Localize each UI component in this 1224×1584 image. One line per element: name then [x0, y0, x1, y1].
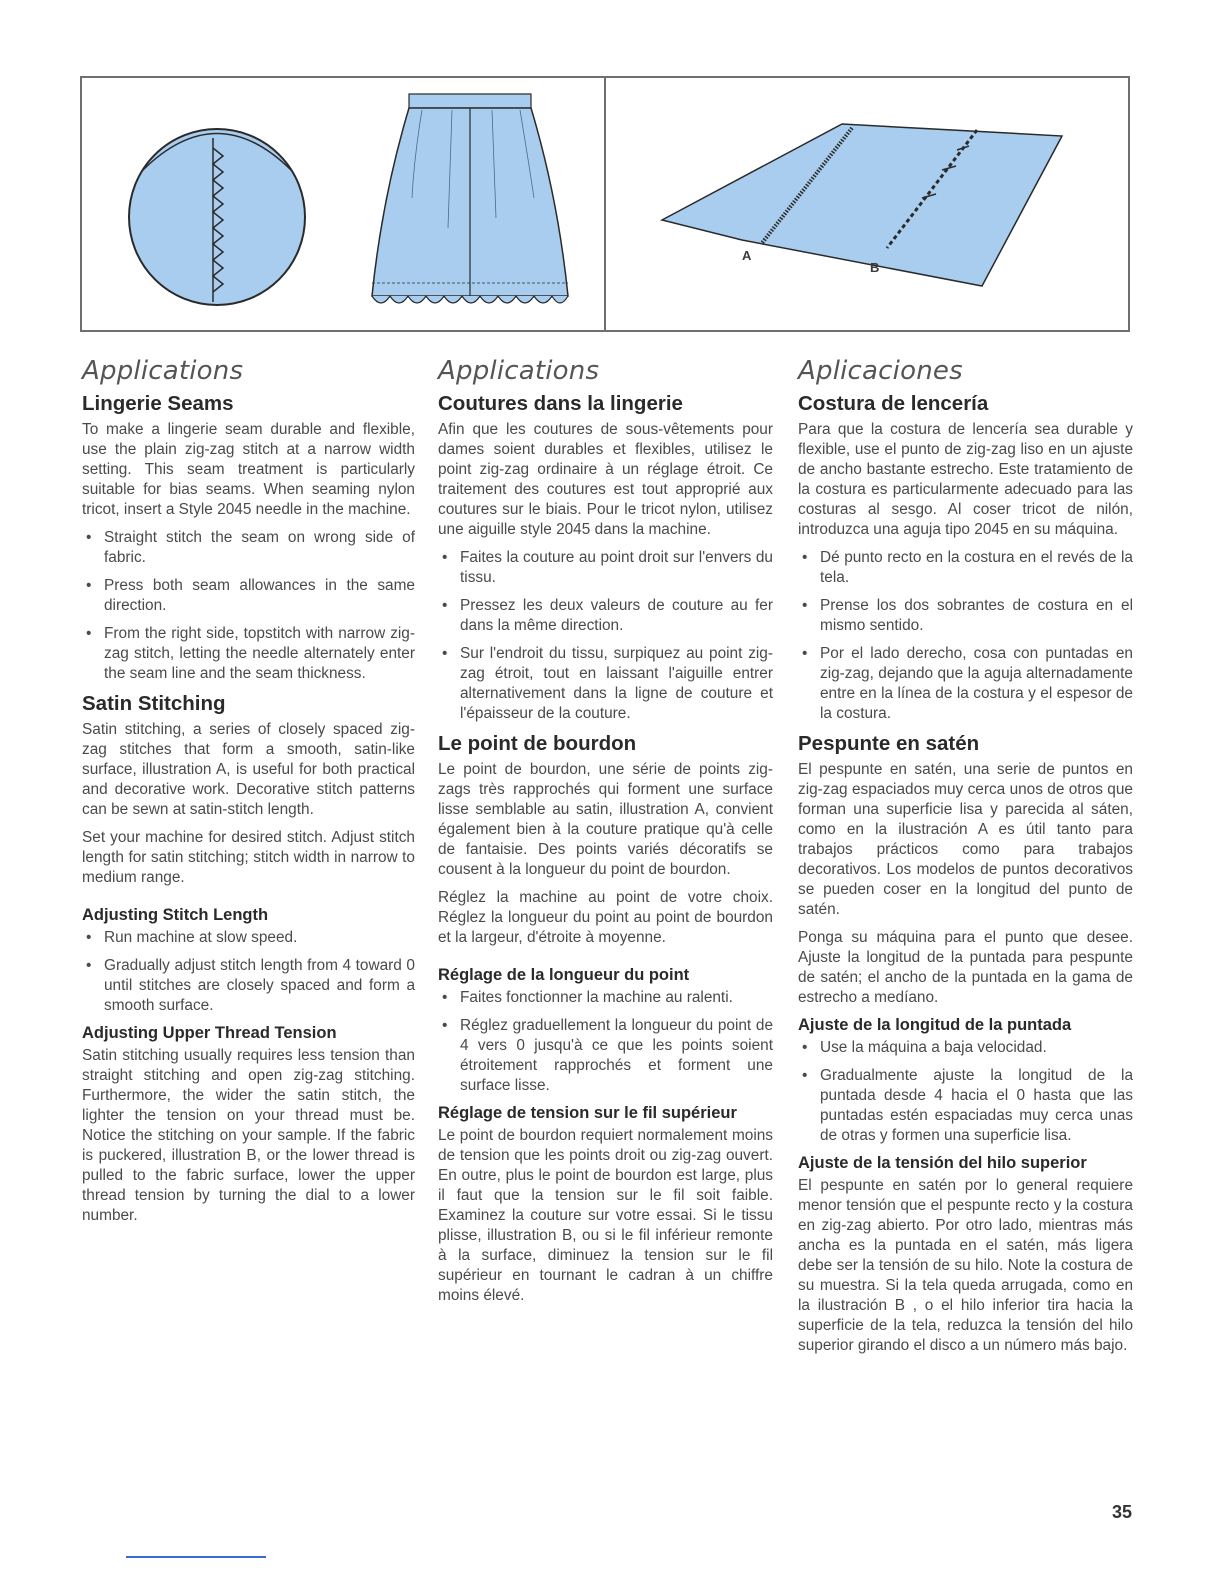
satin-paragraph-1: El pespunte en satén, una serie de puntos en zig-zag espaciados muy cerca unos de otros que forman una superficie lisa y parecida al sáten, como en la ilustración A es útil tanto para trabajos prácticos como para trabajos decorativos. Los modelos de puntos decorativos se pueden coser en la longitud del punto de satén.	[798, 761, 1133, 918]
satin-paragraph-1: Satin stitching, a series of closely spaced zig-zag stitches that form a smooth, satin-like surface, illustration A, is useful for both practical and decorative work. Decorative stitch patterns can be sewn at satin-stitch length.	[82, 721, 415, 818]
list-item: • Por el lado derecho, cosa con puntadas en zig-zag, dejando que la aguja alternadamente entre en la línea de la costura y el espesor de la costura.	[798, 644, 1133, 724]
thread-tension-title: Ajuste de la tensión del hilo superior	[798, 1154, 1087, 1172]
list-item: • Gradually adjust stitch length from 4 toward 0 until stitches are closely spaced and form a smooth surface.	[82, 956, 415, 1016]
list-item: • Réglez graduellement la longueur du point de 4 vers 0 jusqu'à ce que les points soient étroitement rapprochés et forment une surface lisse.	[438, 1016, 773, 1096]
list-item: • Prense los dos sobrantes de costura en el mismo sentido.	[798, 596, 1133, 636]
spanish-column	[798, 352, 1133, 1364]
list-item: • Gradualmente ajuste la longitud de la puntada desde 4 hacia el 0 hasta que las puntadas estén espaciadas muy cerca unas de otras y formen una superficie lisa.	[798, 1066, 1133, 1146]
list-item: • Dé punto recto en la costura en el revés de la tela.	[798, 548, 1133, 588]
footer-rule	[126, 1556, 266, 1558]
figure-label-b: B	[870, 260, 880, 275]
stitch-length-steps	[438, 988, 773, 1096]
list-item: • Pressez les deux valeurs de couture au fer dans la même direction.	[438, 596, 773, 636]
stitch-length-title: Réglage de la longueur du point	[438, 966, 690, 984]
satin-paragraph-2: Ponga su máquina para el punto que desee. Ajuste la longitud de la puntada para pespunte de satén; el ancho de la puntada en la gama de estrecho a medíano.	[798, 929, 1133, 1006]
lingerie-intro: Afin que les coutures de sous-vêtements pour dames soient durables et flexibles, utilisez le point zig-zag ordinaire à un réglage étroit. Ce traitement des coutures est tout approprié aux coutures sur le biais. Pour le tricot nylon, utilisez une aiguille style 2045 dans la machine.	[438, 421, 773, 538]
stitch-length-title: Ajuste de la longitud de la puntada	[798, 1016, 1072, 1034]
satin-stitching-title: Le point de bourdon	[438, 732, 637, 755]
list-item: • Faites la couture au point droit sur l'envers du tissu.	[438, 548, 773, 588]
seam-closeup-circle	[129, 129, 305, 305]
lingerie-seams-title: Costura de lencería	[798, 392, 989, 415]
satin-paragraph-1: Le point de bourdon, une série de points zig-zags très rapprochés qui forment une surface lisse semblable au satin, illustration A, convient également bien à la couture pratique qu'à celle de fantaisie. Des points variés décoratifs se cousent à la longueur du point de bourdon.	[438, 761, 773, 878]
satin-paragraph-2: Réglez la machine au point de votre choix. Réglez la longueur du point au point de bourdon et la largeur, d'étroite à moyenne.	[438, 889, 773, 946]
thread-tension-paragraph: Le point de bourdon requiert normalement moins de tension que les points droit ou zig-zag ouvert. En outre, plus le point de bourdon est large, plus il faut que la tension sur le fil soit faible. Examinez la couture sur votre essai. Si le tissu plisse, illustration B, ou si le fil inférieur remonte à la surface, diminuez la tension sur le fil supérieur en tournant le cadran à un chiffre moins élevé.	[438, 1127, 773, 1304]
english-column	[82, 352, 415, 1234]
thread-tension-title: Adjusting Upper Thread Tension	[82, 1024, 337, 1042]
lingerie-seams-title: Coutures dans la lingerie	[438, 392, 683, 415]
satin-paragraph-2: Set your machine for desired stitch. Adjust stitch length for satin stitching; stitch width in narrow to medium range.	[82, 829, 415, 886]
stitch-length-title: Adjusting Stitch Length	[82, 906, 269, 924]
lingerie-intro: To make a lingerie seam durable and flexible, use the plain zig-zag stitch at a narrow width setting. This seam treatment is particularly suitable for bias seams. When seaming nylon tricot, insert a Style 2045 needle in the machine.	[82, 421, 415, 518]
list-item: • From the right side, topstitch with narrow zig-zag stitch, letting the needle alternately enter the seam line and the seam thickness.	[82, 624, 415, 684]
figure-label-a: A	[742, 248, 752, 263]
section-heading: Aplicaciones	[798, 356, 963, 386]
slip-drawing	[372, 94, 568, 303]
stitch-length-steps	[798, 1038, 1133, 1146]
list-item: • Faites fonctionner la machine au ralenti.	[438, 988, 773, 1008]
list-item: • Press both seam allowances in the same direction.	[82, 576, 415, 616]
figure-divider	[604, 78, 606, 330]
section-heading: Applications	[82, 356, 244, 386]
lingerie-steps	[438, 548, 773, 724]
french-column	[438, 352, 773, 1314]
list-item: • Run machine at slow speed.	[82, 928, 415, 948]
illustration-panel	[80, 76, 1130, 332]
lingerie-seams-title: Lingerie Seams	[82, 392, 234, 415]
list-item: • Straight stitch the seam on wrong side of fabric.	[82, 528, 415, 568]
lingerie-illustrations	[82, 78, 1132, 334]
thread-tension-paragraph: Satin stitching usually requires less tension than straight stitching and open zig-zag stitching. Furthermore, the wider the satin stitch, the lighter the tension on your thread must be. Notice the stitching on your sample. If the fabric is puckered, illustration B, or the lower thread is pulled to the fabric surface, lower the upper thread tension by turning the dial to a lower number.	[82, 1047, 415, 1224]
satin-stitching-title: Pespunte en satén	[798, 732, 980, 755]
section-heading: Applications	[438, 356, 600, 386]
lingerie-steps	[798, 548, 1133, 724]
page-number: 35	[1112, 1502, 1133, 1522]
stitch-length-steps	[82, 928, 415, 1016]
lingerie-intro: Para que la costura de lencería sea durable y flexible, use el punto de zig-zag liso en un ajuste de ancho bastante estrecho. Este tratamiento de la costura es particularmente adecuado para las costuras al sesgo. Al coser tricot de nilón, introduzca una aguja tipo 2045 en su máquina.	[798, 421, 1133, 538]
thread-tension-title: Réglage de tension sur le fil supérieur	[438, 1104, 737, 1122]
list-item: • Sur l'endroit du tissu, surpiquez au point zig-zag étroit, tout en laissant l'aiguille entrer alternativement dans la ligne de couture et l'épaisseur de la couture.	[438, 644, 773, 724]
lingerie-steps	[82, 528, 415, 684]
fabric-panel-drawing	[662, 124, 1062, 286]
thread-tension-paragraph: El pespunte en satén por lo general requiere menor tensión que el pespunte recto y la costura en zig-zag abierto. Por otro lado, mientras más ancha es la puntada en el satén, más ligera debe ser la tensión de su hilo. Note la costura de su muestra. Si la tela queda arrugada, como en la ilustración B , o el hilo inferior tira hacia la superficie de la tela, reduzca la tensión del hilo superior girando el disco a un número más bajo.	[798, 1177, 1133, 1354]
list-item: • Use la máquina a baja velocidad.	[798, 1038, 1133, 1058]
satin-stitching-title: Satin Stitching	[82, 692, 226, 715]
